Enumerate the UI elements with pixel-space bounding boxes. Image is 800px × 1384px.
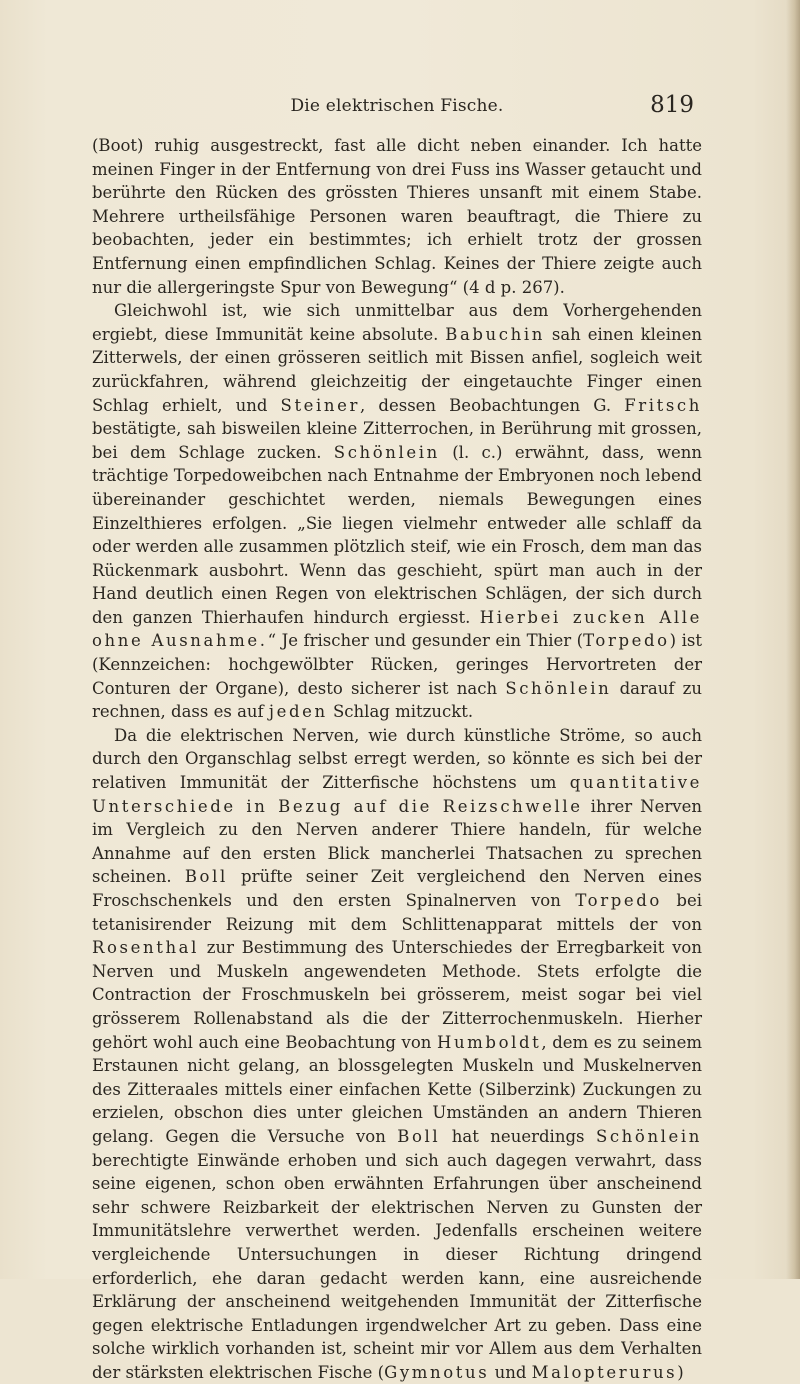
text-run: , dessen Beobachtungen G.	[360, 395, 625, 415]
text-run: )	[677, 1362, 684, 1382]
text-run: ihrer Nerven im Vergleich zu den Nerven anderer Thiere handeln, für welche Annahme auf den ersten Blick mancherlei Thatsachen zu sprechen scheinen.	[92, 796, 702, 887]
text-run: (l. c.) erwähnt, dass, wenn trächtige Torpedoweibchen nach Entnahme der Embryonen noch lebend übereinander geschichtet werden, niemals Bewegungen eines Einzelthieres erfolgen. „Sie liegen vielmehr entweder alle schlaff da oder werden alle zusammen plötzlich steif, wie ein Frosch, dem man das Rückenmark ausbohrt. Wenn das geschieht, spürt man auch in der Hand deutlich einen Regen von elektrischen Schlägen, der sich durch den ganzen Thierhaufen hindurch ergiesst.	[92, 442, 702, 627]
text-run: hat neuerdings	[440, 1126, 596, 1146]
text-run: darauf zu rechnen, dass es auf	[92, 678, 702, 722]
text-run: ) ist (Kennzeichen: hochgewölbter Rücken, geringes Hervortreten der Conturen der Organe), desto sicherer ist nach	[92, 631, 703, 698]
text-run: bestätigte, sah bisweilen kleine Zitterrochen, in Berührung mit grossen, bei dem Schlage zucken.	[92, 419, 702, 462]
paragraph-1	[92, 134, 702, 299]
running-title: Die elektrischen Fische.	[290, 96, 504, 116]
page-header	[100, 92, 694, 126]
spaced-emphasis: Gymnotus	[384, 1362, 490, 1382]
spaced-emphasis: Schönlein	[333, 442, 440, 462]
spaced-emphasis: Torpedo	[575, 891, 662, 910]
paragraph-3	[92, 724, 702, 1384]
text-run: berechtigte Einwände erhoben und sich auch dagegen verwahrt, dass seine eigenen, schon oben erwähnten Erfahrungen über anscheinend sehr schwere Reizbarkeit der elektrischen Nerven zu Gunsten der Immunitätslehre verwerthet werden. Jedenfalls erscheinen weitere vergleichende Untersuchungen in dieser Richtung dringend erforderlich, ehe daran gedacht werden kann, eine ausreichende Erklärung der anscheinend weitgehenden Immunität der Zitterfische gegen elektrische Entladungen irgendwelcher Art zu geben. Dass eine solche wirklich vorhanden ist, scheint mir vor Allem aus dem Verhalten der stärksten elektrischen Fische (	[92, 1150, 702, 1382]
text-run: bei tetanisirender Reizung mit dem Schlittenapparat mittels der von	[92, 891, 702, 934]
page-number: 819	[650, 92, 694, 118]
spaced-emphasis: Hierbei zucken Alle ohne Ausnahme.	[92, 607, 703, 651]
spaced-emphasis: Fritsch	[624, 395, 702, 415]
spaced-emphasis: jeden	[268, 702, 328, 722]
body-text	[92, 134, 702, 1384]
spaced-emphasis: Boll	[184, 867, 228, 887]
text-run: zur Bestimmung des Unterschiedes der Erregbarkeit von Nerven und Muskeln angewendeten Methode. Stets erfolgte die Contraction der Froschmuskeln bei grösserem, meist sogar bei viel grösserem Rollenabstand als die der Zitterrochenmuskeln. Hierher gehört wohl auch eine Beobachtung von	[92, 938, 702, 1052]
spaced-emphasis: Malopterurus	[531, 1362, 678, 1382]
paragraph-2	[92, 299, 702, 724]
text-run: “ Je frischer und gesunder ein Thier (	[267, 631, 584, 651]
spaced-emphasis: Torpedo	[583, 631, 670, 651]
text-run: sah einen kleinen Zitterwels, der einen grösseren seitlich mit Bissen anfiel, sogleich weit zurückfahren, während gleichzeitig der eingetauchte Finger einen Schlag erhielt, und	[92, 324, 702, 415]
spaced-emphasis: Schönlein	[595, 1126, 703, 1146]
spaced-emphasis: Babuchin	[445, 324, 545, 344]
page-edge-shadow	[786, 0, 800, 1279]
spaced-emphasis: Rosenthal	[92, 938, 199, 958]
spaced-emphasis: Boll	[397, 1126, 441, 1146]
text-run: und	[489, 1362, 532, 1382]
text-run: Schlag mitzuckt.	[327, 702, 474, 722]
spaced-emphasis: quantitative Unterschiede in Bezug auf die Reizschwelle	[92, 773, 702, 816]
spaced-emphasis: Humboldt	[436, 1032, 542, 1052]
text-run: Da die elektrischen Nerven, wie durch künstliche Ströme, so auch durch den Organschlag selbst erregt werden, so könnte es sich bei der relativen Immunität der Zitterfische höchstens um	[92, 725, 702, 793]
text-run: (Boot) ruhig ausgestreckt, fast alle dicht neben einander. Ich hatte meinen Finger in der Entfernung von drei Fuss ins Wasser getaucht und berührte den Rücken des grössten Thieres unsanft mit einem Stabe. Mehrere urtheilsfähige Personen waren beauftragt, die Thiere zu beobachten, jeder ein bestimmtes; ich erhielt trotz der grossen Entfernung einen empfindlichen Schlag. Keines der Thiere zeigte auch nur die allergeringste Spur von Bewegung“ (4 d p. 267).	[92, 136, 702, 297]
text-run: , dem es zu seinem Erstaunen nicht gelang, an blossgelegten Muskeln und Muskelnerven des Zitteraales mittels einer einfachen Kette (Silberzink) Zuckungen zu erzielen, obschon dies unter gleichen Umständen an andern Thieren gelang. Gegen die Versuche von	[92, 1032, 702, 1146]
spaced-emphasis: Steiner	[280, 395, 361, 415]
text-run: prüfte seiner Zeit vergleichend den Nerven eines Froschschenkels und den ersten Spinalnerven von	[92, 867, 702, 910]
spaced-emphasis: Schönlein	[505, 678, 612, 698]
text-run: Gleichwohl ist, wie sich unmittelbar aus dem Vorhergehenden ergiebt, diese Immunität keine absolute.	[92, 301, 702, 344]
